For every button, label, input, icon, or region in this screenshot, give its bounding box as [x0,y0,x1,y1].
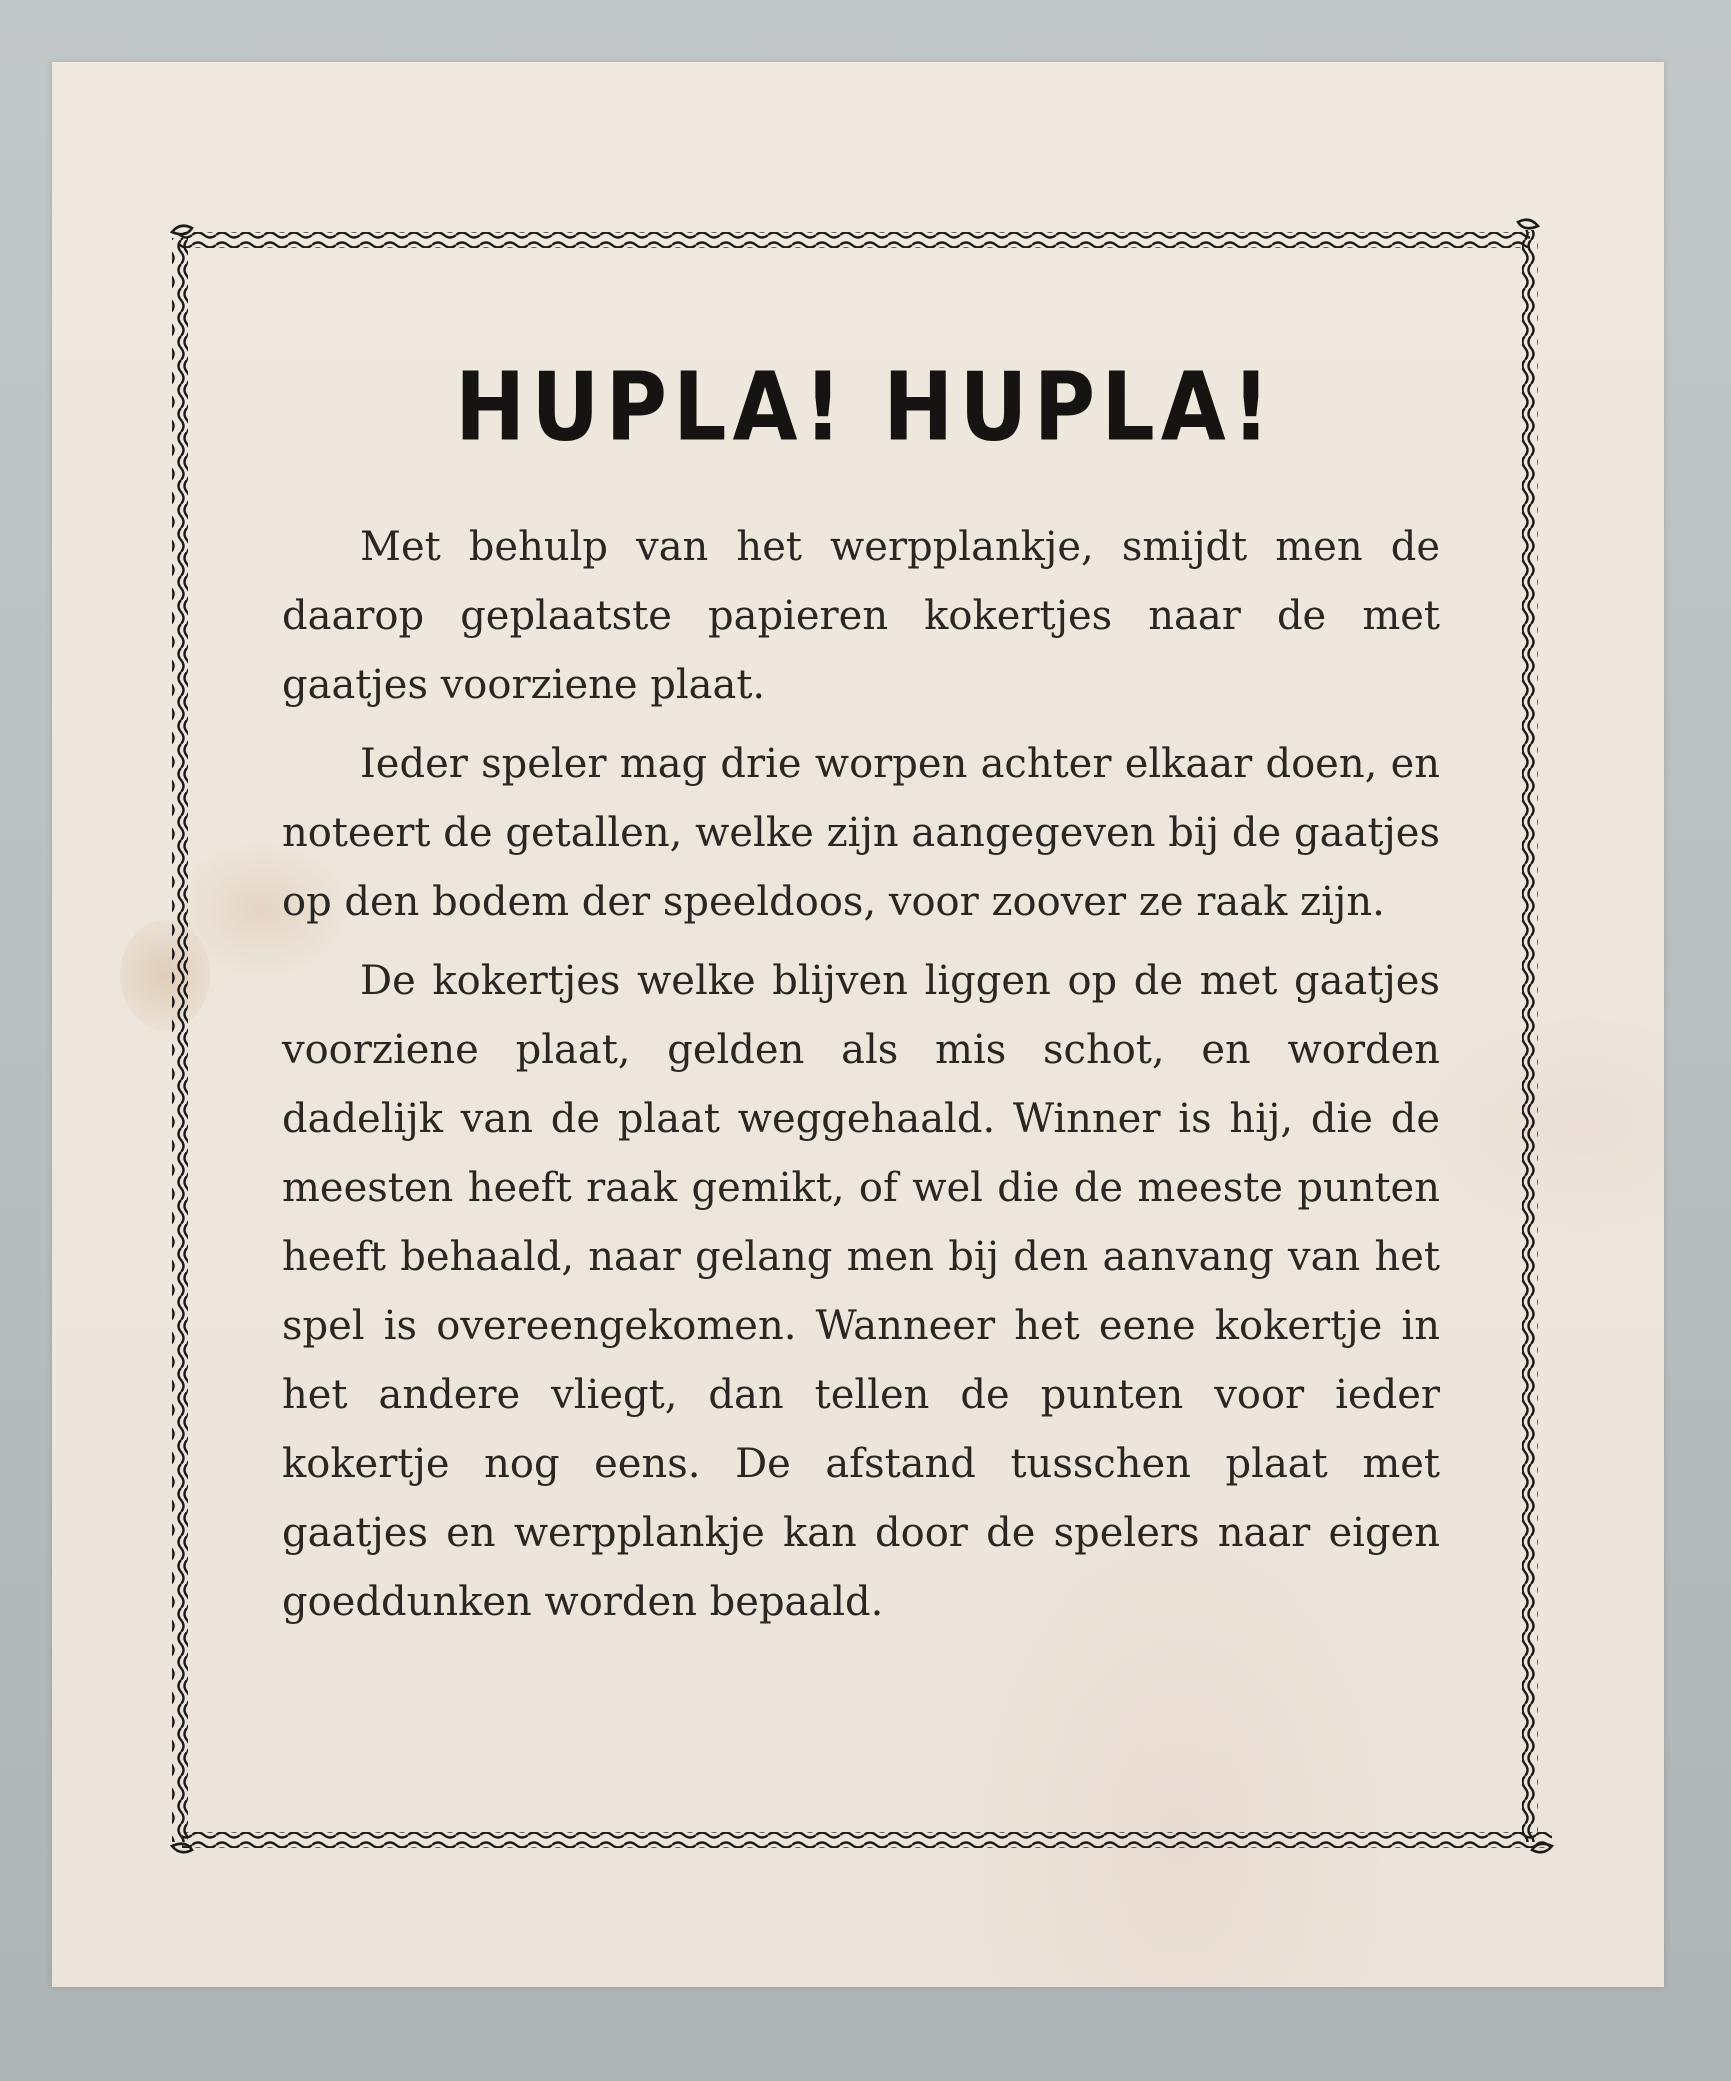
border-right [1522,230,1538,1842]
paragraph-scoring: Ieder speler mag drie worpen achter elkaar doen, en noteert de getallen, welke zijn aangegeven bij de gaatjes op den bodem der speeldoos, voor zoover ze raak zijn. [282,741,1440,925]
border-top [178,232,1530,248]
paragraph-rules: De kokertjes welke blijven liggen op de met gaatjes voorziene plaat, gelden als mis schot, en worden dadelijk van de plaat weggehaald. Winner is hij, die de meesten heeft raak gemikt, of wel die de meeste punten heeft behaald, naar gelang men bij den aanvang van het spel is overeengekomen. Wanneer het eene kokertje in het andere vliegt, dan tellen de punten voor ieder kokertje nog eens. De afstand tusschen plaat met gaatjes en werpplankje kan door de spelers naar eigen goeddunken worden bepaald. [282,958,1440,1625]
document-title: HUPLA! HUPLA! [454,352,1277,462]
border-left [172,238,188,1842]
paragraph-throwing: Met behulp van het werpplankje, smijdt men de daarop geplaatste papieren kokertjes naar de met gaatjes voorziene plaat. [282,524,1440,708]
border-bottom [182,1832,1552,1848]
instructions-body [282,513,1440,1637]
